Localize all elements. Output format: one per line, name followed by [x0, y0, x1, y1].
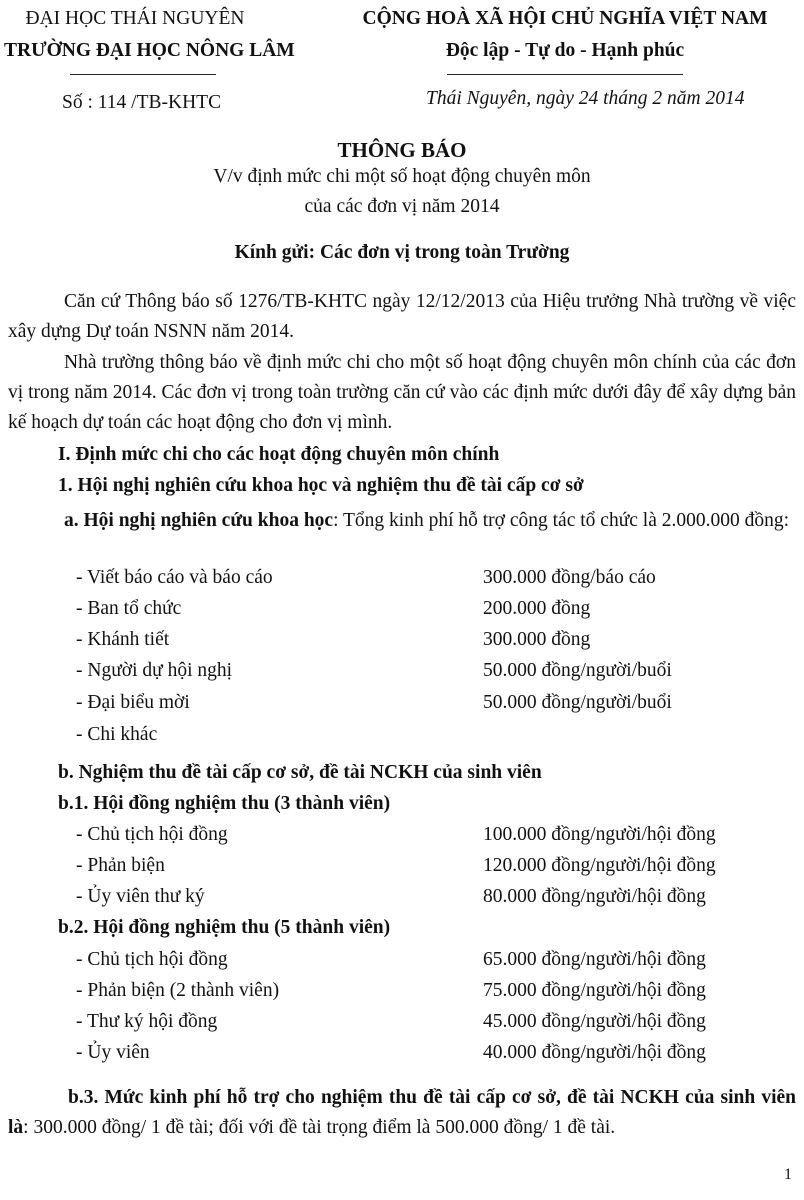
document-subject-line2: của các đơn vị năm 2014	[304, 196, 500, 217]
subsection-b3-paragraph	[8, 1083, 796, 1143]
a-item-value: 50.000 đồng/người/buổi	[483, 692, 672, 713]
a-item-label: - Khánh tiết	[76, 629, 170, 650]
header-right-rule	[447, 74, 683, 75]
a-item-value: 300.000 đồng/báo cáo	[483, 567, 656, 588]
a-item-label: - Đại biểu mời	[76, 692, 190, 713]
document-title: THÔNG BÁO	[337, 138, 467, 162]
a-item-value: 200.000 đồng	[483, 598, 591, 619]
b1-item-value: 100.000 đồng/người/hội đồng	[483, 824, 716, 845]
page-number: 1	[784, 1166, 792, 1183]
subsection-b1-heading: b.1. Hội đồng nghiệm thu (3 thành viên)	[58, 793, 391, 814]
a-item-label: - Người dự hội nghị	[76, 660, 233, 681]
subsection-b3-text: : 300.000 đồng/ 1 đề tài; đối với đề tài trọng điểm là 500.000 đồng/ 1 đề tài.	[23, 1117, 616, 1138]
b1-item-label: - Ủy viên thư ký	[76, 886, 205, 907]
b1-item-value: 80.000 đồng/người/hội đồng	[483, 886, 706, 907]
b2-item-value: 40.000 đồng/người/hội đồng	[483, 1042, 706, 1063]
b2-item-value: 45.000 đồng/người/hội đồng	[483, 1011, 706, 1032]
paragraph-announcement: Nhà trường thông báo về định mức chi cho một số hoạt động chuyên môn chính của các đơn vị trong năm 2014. Các đơn vị trong toàn trường căn cứ vào các định mức dưới đây để xây dựng bản kế hoạch dự toán các hoạt động cho đơn vị mình.	[8, 352, 796, 433]
a-item-value: 300.000 đồng	[483, 629, 591, 650]
b2-item-label: - Ủy viên	[76, 1042, 150, 1063]
paragraph-legal-basis: Căn cứ Thông báo số 1276/TB-KHTC ngày 12/12/2013 của Hiệu trưởng Nhà trường về việc xây dựng Dự toán NSNN năm 2014.	[8, 291, 796, 342]
university-name: ĐẠI HỌC THÁI NGUYÊN	[25, 8, 245, 29]
a-item-label: - Ban tổ chức	[76, 598, 182, 619]
a-item-label: - Chi khác	[76, 724, 158, 745]
place-date: Thái Nguyên, ngày 24 tháng 2 năm 2014	[426, 88, 745, 109]
b2-item-label: - Thư ký hội đồng	[76, 1011, 218, 1032]
b2-item-value: 65.000 đồng/người/hội đồng	[483, 949, 706, 970]
b2-item-label: - Phản biện (2 thành viên)	[76, 980, 280, 1001]
b1-item-label: - Chủ tịch hội đồng	[76, 824, 228, 845]
school-name: TRƯỜNG ĐẠI HỌC NÔNG LÂM	[4, 40, 295, 61]
b1-item-label: - Phản biện	[76, 855, 165, 876]
subsection-b2-heading: b.2. Hội đồng nghiệm thu (5 thành viên)	[58, 917, 391, 938]
b2-item-label: - Chủ tịch hội đồng	[76, 949, 228, 970]
subsection-a-paragraph	[8, 506, 796, 536]
b1-item-value: 120.000 đồng/người/hội đồng	[483, 855, 716, 876]
header-left-rule	[70, 74, 216, 75]
section-1-heading: I. Định mức chi cho các hoạt động chuyên môn chính	[58, 444, 500, 465]
subsection-b3-label: b.3. Mức kinh phí hỗ trợ cho nghiệm thu đề tài cấp cơ sở, đề tài NCKH của sinh viên là	[8, 1087, 796, 1138]
subsection-1-heading: 1. Hội nghị nghiên cứu khoa học và nghiệm thu đề tài cấp cơ sở	[58, 475, 584, 496]
document-number: Số : 114 /TB-KHTC	[62, 92, 222, 113]
recipient-line: Kính gửi: Các đơn vị trong toàn Trường	[234, 242, 570, 263]
document-subject-line1: V/v định mức chi một số hoạt động chuyên môn	[213, 166, 591, 187]
motto: Độc lập - Tự do - Hạnh phúc	[445, 40, 685, 61]
subsection-b-heading: b. Nghiệm thu đề tài cấp cơ sở, đề tài NCKH của sinh viên	[58, 762, 542, 783]
nation-name: CỘNG HOÀ XÃ HỘI CHỦ NGHĨA VIỆT NAM	[362, 8, 768, 29]
a-item-value: 50.000 đồng/người/buổi	[483, 660, 672, 681]
subsection-a-label: a. Hội nghị nghiên cứu khoa học	[64, 510, 334, 531]
subsection-a-text: : Tổng kinh phí hỗ trợ công tác tổ chức là 2.000.000 đồng:	[333, 510, 790, 531]
a-item-label: - Viết báo cáo và báo cáo	[76, 567, 273, 588]
b2-item-value: 75.000 đồng/người/hội đồng	[483, 980, 706, 1001]
